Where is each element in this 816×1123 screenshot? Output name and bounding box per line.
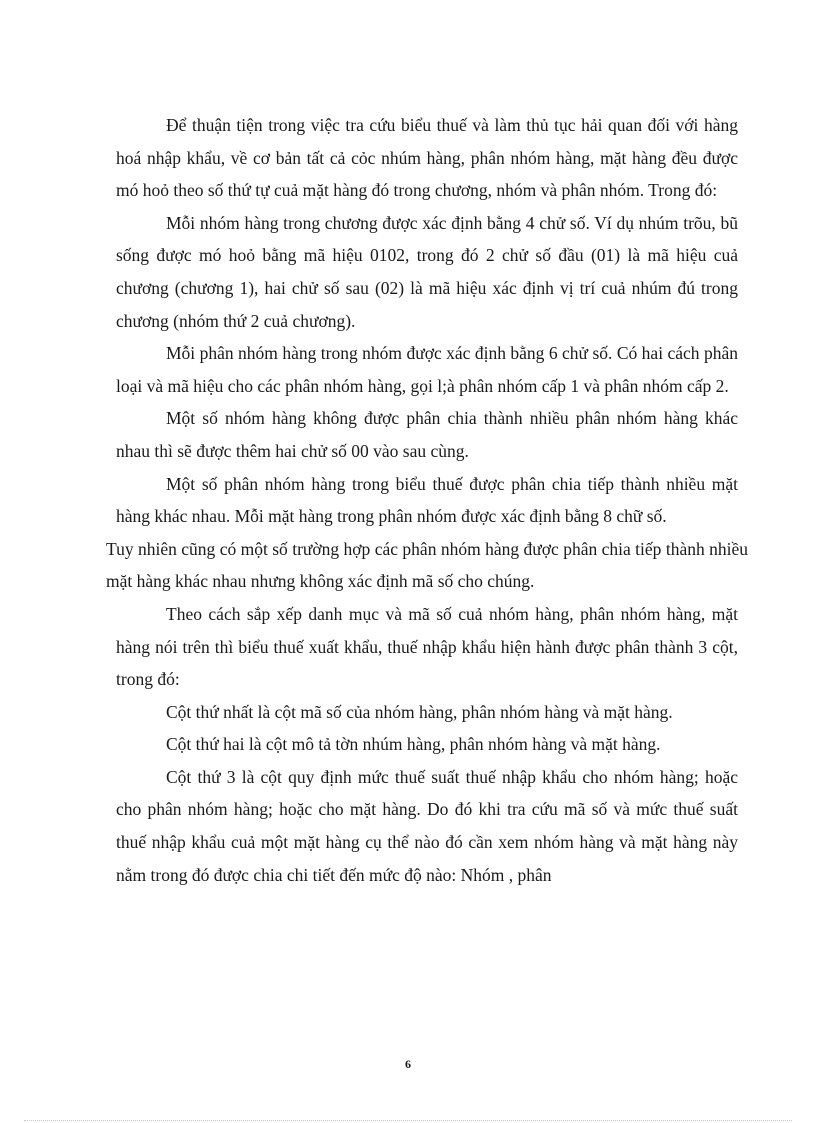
paragraph-cot-thu-nhat: Cột thứ nhất là cột mã số của nhóm hàng, phân nhóm hàng và mặt hàng. (166, 701, 673, 722)
paragraph-cot-thu-ba: Cột thứ 3 là cột quy định mức thuế suất thuế nhập khẩu cho nhóm hàng; hoặc cho phân nhóm hàng; hoặc cho mặt hàng. Do đó khi tra cứu mã số và mức thuế suất thuế nhập khẩu cuả một mặt hàng cụ thể nào đó cần xem nhóm hàng và mặt hàng này nằm trong đó được chia chi tiết đến mức độ nào: Nhóm , phân (116, 766, 738, 885)
paragraph-cot-thu-hai: Cột thứ hai là cột mô tả tờn nhúm hàng, phân nhóm hàng và mặt hàng. (166, 734, 661, 755)
paragraph-nhom-hang: Mỗi nhóm hàng trong chương được xác định bằng 4 chử số. Ví dụ nhúm trõu, bũ sống được mó hoỏ bằng mã hiệu 0102, trong đó 2 chử số đầu (01) là mã hiệu cuả chương (chương 1), hai chử số sau (02) là mã hiệu xác định vị trí cuả nhúm đú trong chương (nhóm thứ 2 cuả chương). (116, 212, 738, 331)
paragraph-nhom-khong-phan-chia: Một số nhóm hàng không được phân chia thành nhiều phân nhóm hàng khác nhau thì sẽ được thêm hai chử số 00 vào sau cùng. (116, 408, 738, 461)
paragraph-tuy-nhien: Tuy nhiên cũng có một số trường hợp các phân nhóm hàng được phân chia tiếp thành nhiều mặt hàng khác nhau nhưng không xác định mã số cho chúng. (106, 538, 748, 592)
paragraph-intro: Để thuận tiện trong việc tra cứu biểu thuế và làm thủ tục hải quan đối với hàng hoá nhập khẩu, về cơ bản tất cả cỏc nhúm hàng, phân nhóm hàng, mặt hàng đều được mó hoỏ theo số thứ tự cuả mặt hàng đó trong chương, nhóm và phân nhóm. Trong đó: (116, 115, 738, 201)
page-number: 6 (405, 1057, 411, 1071)
page-bottom-divider (24, 1120, 792, 1121)
document-body (106, 109, 748, 891)
paragraph-ba-cot: Theo cách sắp xếp danh mục và mã số cuả nhóm hàng, phân nhóm hàng, mặt hàng nói trên thì biểu thuế xuất khẩu, thuế nhập khẩu hiện hành được phân thành 3 cột, trong đó: (116, 603, 738, 690)
paragraph-mat-hang: Một số phân nhóm hàng trong biểu thuế được phân chia tiếp thành nhiều mặt hàng khác nhau. Mỗi mặt hàng trong phân nhóm được xác định bằng 8 chữ số. (116, 473, 738, 527)
paragraph-phan-nhom: Mỗi phân nhóm hàng trong nhóm được xác định bằng 6 chử số. Có hai cách phân loại và mã hiệu cho các phân nhóm hàng, gọi l;à phân nhóm cấp 1 và phân nhóm cấp 2. (116, 343, 738, 396)
